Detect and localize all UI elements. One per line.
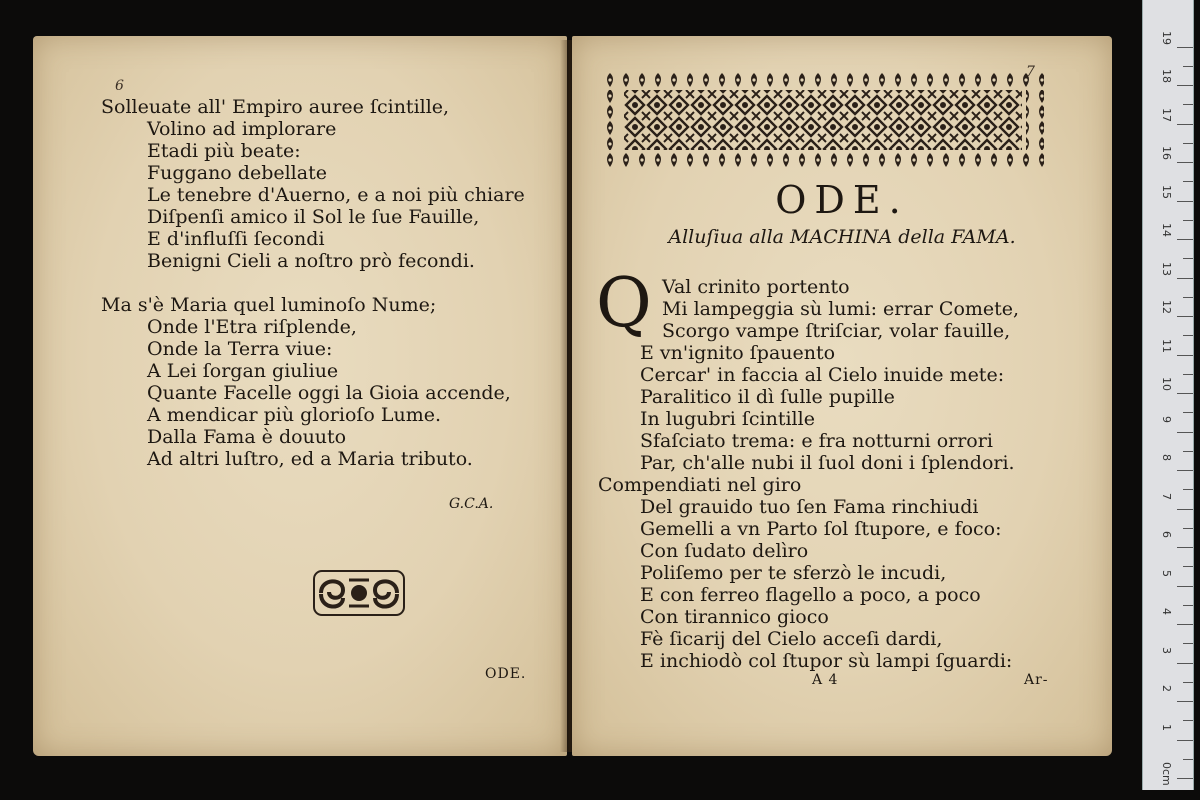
ruler-label: 15 [1160,184,1173,199]
verse-line: A mendicar più glorioſo Lume. [147,404,442,426]
verse-line: Ad altri luſtro, ed a Maria tributo. [147,448,473,470]
ruler-tick [1177,316,1193,317]
verse-line: Paralitico il dì ſulle pupille [640,386,895,408]
verse-line: Par, ch'alle nubi il ſuol doni i ſplendori. [640,452,1015,474]
ruler-tick [1177,85,1193,86]
ruler-tick [1177,278,1193,279]
verse-line: Volino ad implorare [147,118,337,140]
right-stanza-2 [598,474,1012,672]
ruler-tick [1183,566,1193,567]
ruler-tick [1183,412,1193,413]
verse-line: Scorgo vampe ſtriſciar, volar fauille, [662,320,1011,342]
ruler-tick [1183,759,1193,760]
verse-line: Mi lampeggia sù lumi: errar Comete, [662,298,1020,320]
ruler-tick [1177,47,1193,48]
verse-line: Solleuate all' Empiro auree ſcintille, [101,96,450,118]
ruler-label: 0cm [1160,762,1173,786]
verse-line: Sfaſciato trema: e fra notturni orrori [640,430,993,452]
ruler-label: 7 [1160,492,1173,500]
ruler-tick [1177,624,1193,625]
ruler-tick [1183,374,1193,375]
verse-line: Compendiati nel giro [598,474,802,496]
ruler-label: 18 [1160,69,1173,83]
verse-line: Del grauido tuo ſen Fama rinchiudi [640,496,979,518]
ruler-tick [1177,239,1193,240]
ruler-label: 10 [1160,377,1173,391]
ruler-tick [1177,586,1193,587]
ruler-label: 2 [1160,685,1173,692]
right-catchword: Ar- [1024,672,1049,688]
ruler-tick [1177,355,1193,356]
ruler-tick [1177,393,1193,394]
verse-line: Con tirannico gioco [640,606,829,628]
ruler-tick [1183,605,1193,606]
verse-line: Fè ſicarij del Cielo acceſi dardi, [640,628,943,650]
ruler-tick [1183,335,1193,336]
verse-line: Gemelli a vn Parto ſol ſtupore, e foco: [640,518,1002,540]
ruler-label: 3 [1160,646,1173,654]
ruler-tick [1177,663,1193,664]
verse-line: Con ſudato delìro [640,540,809,562]
verse-line: E inchiodò col ſtupor sù lampi ſguardi: [640,650,1013,672]
ruler-tick [1183,220,1193,221]
ruler-label: 16 [1160,146,1173,160]
ruler-tick [1177,547,1193,548]
verse-line: Dalla Fama è douuto [147,426,347,448]
verse-line: Poliſemo per te sferzò le incudi, [640,562,947,584]
ruler-label: 12 [1160,300,1173,314]
ruler-tick [1183,451,1193,452]
verse-line: E d'influſſi ſecondi [147,228,325,250]
ruler-tick [1183,682,1193,683]
ruler-tick [1177,162,1193,163]
left-catchword: ODE. [485,666,527,682]
verse-line: Ma s'è Maria quel luminoſo Nume; [101,294,437,316]
ruler-label: 19 [1160,30,1173,45]
ruler-tick [1177,124,1193,125]
left-page [33,36,567,756]
ruler-label: 4 [1160,608,1173,615]
verse-line: A Lei ſorgan giuliue [147,360,339,382]
left-stanza-2 [101,294,511,470]
verse-line: Onde la Terra viue: [147,338,333,360]
verse-line: Benigni Cieli a noſtro prò fecondi. [147,250,475,272]
ruler-tick [1177,701,1193,702]
ode-title: ODE. [775,178,909,222]
ruler-tick [1183,104,1193,105]
measuring-ruler [1142,0,1194,790]
ruler-label: 6 [1160,531,1173,538]
ruler-tick [1183,181,1193,182]
right-stanza-1 [596,264,1020,474]
ruler-tick [1183,720,1193,721]
verse-line: E vn'ignito ſpauento [640,342,836,364]
verse-line: Le tenebre d'Auerno, e a noi più chiare [147,184,525,206]
signature-mark: A 4 [812,672,839,688]
drop-cap: Q [596,264,652,343]
verse-line: Cercar' in faccia al Cielo inuide mete: [640,364,1005,386]
ruler-label: 11 [1160,338,1173,353]
ruler-tick [1177,778,1193,779]
ruler-tick [1177,201,1193,202]
ruler-tick [1183,258,1193,259]
ruler-tick [1183,297,1193,298]
ruler-tick [1177,432,1193,433]
ruler-tick [1183,643,1193,644]
ruler-tick [1183,489,1193,490]
tailpiece-ornament [313,570,405,616]
author-signature: G.C.A. [449,496,494,512]
left-page-number: 6 [115,78,124,94]
ruler-tick [1183,66,1193,67]
verse-line: Val crinito portento [662,276,850,298]
verse-line: Diſpenſi amico il Sol le ſue Fauille, [147,206,480,228]
ruler-label: 1 [1160,723,1173,731]
verse-line: Quante Facelle oggi la Gioia accende, [147,382,511,404]
verse-line: In lugubri ſcintille [640,408,815,430]
ruler-tick [1183,528,1193,529]
verse-line: Onde l'Etra riſplende, [147,316,357,338]
header-ornament-band [602,72,1044,168]
ruler-label: 13 [1160,261,1173,276]
ruler-label: 17 [1160,107,1173,122]
verse-line: Etadi più beate: [147,140,301,162]
verse-line: E con ferreo flagello a poco, a poco [640,584,981,606]
left-stanza-1 [101,96,525,272]
ruler-label: 5 [1160,569,1173,577]
ruler-tick [1177,509,1193,510]
ruler-label: 8 [1160,454,1173,461]
ode-subtitle: Alluſiua alla MACHINA della FAMA. [668,226,1016,248]
ruler-tick [1177,470,1193,471]
ruler-tick [1177,740,1193,741]
verse-line: Fuggano debellate [147,162,327,184]
ruler-tick [1183,143,1193,144]
ruler-label: 14 [1160,223,1173,237]
ruler-label: 9 [1160,415,1173,423]
